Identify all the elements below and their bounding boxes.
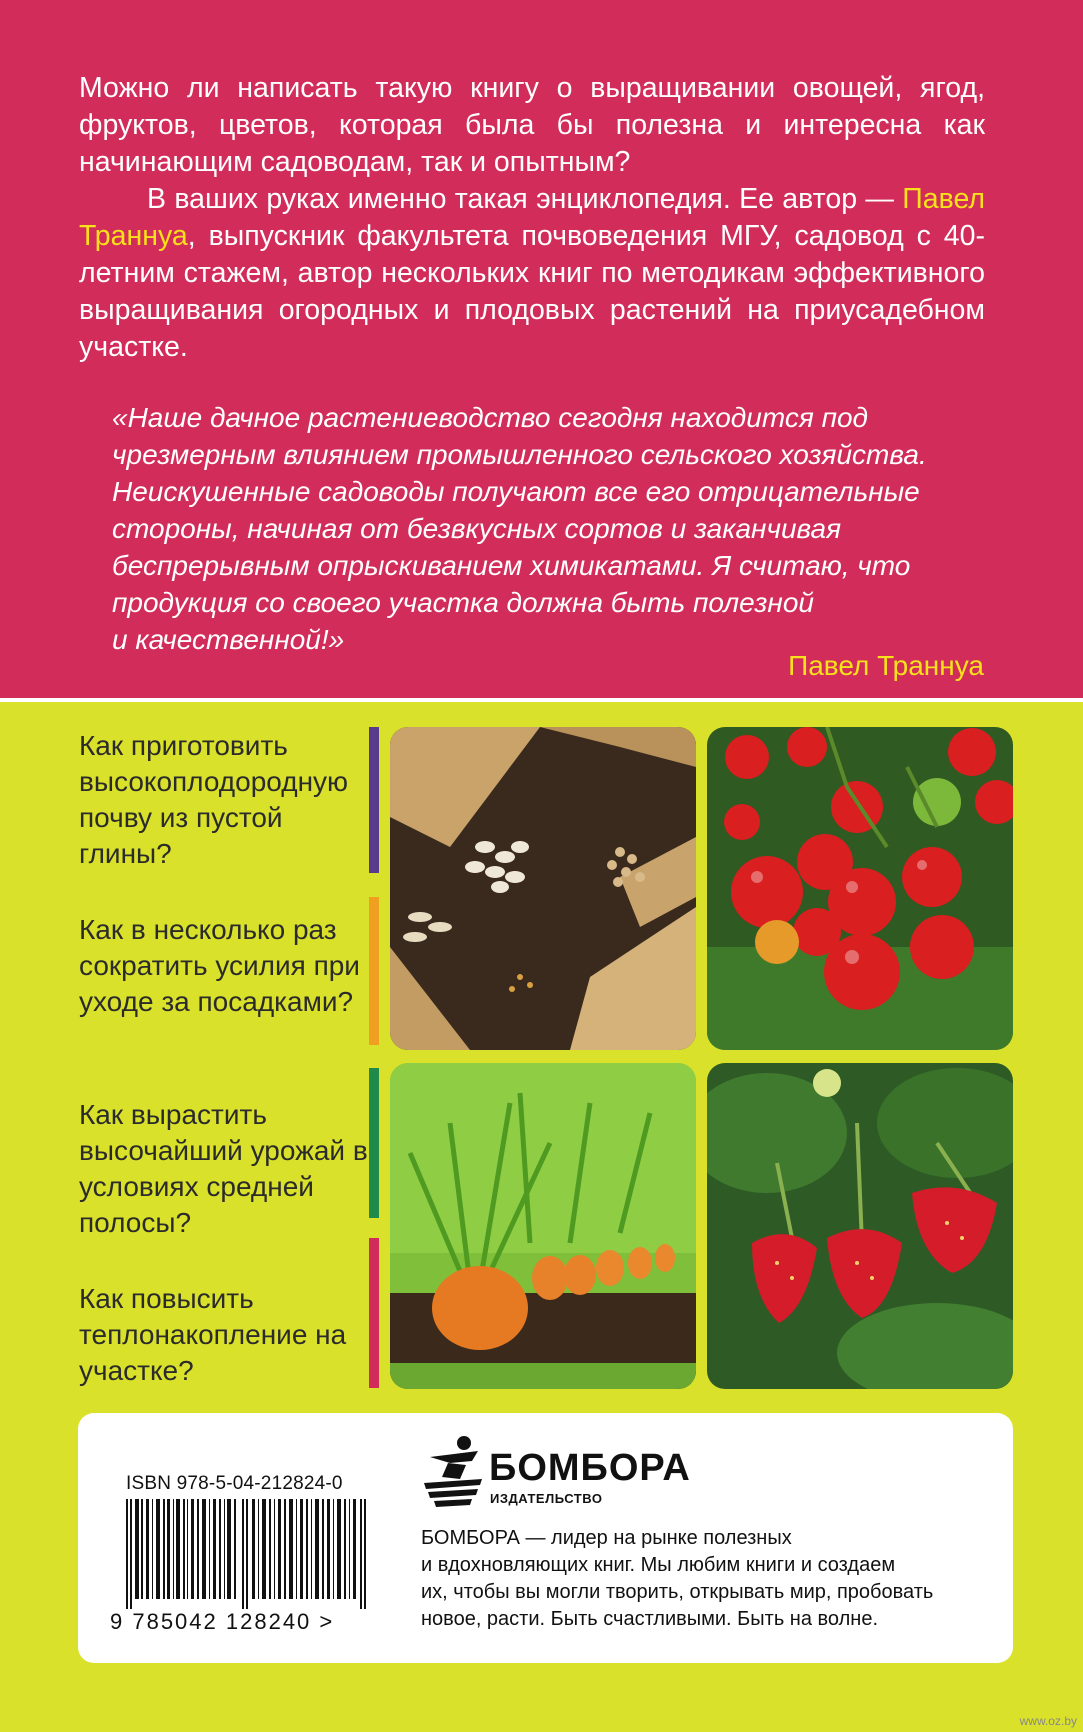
description-panel — [0, 0, 1083, 702]
question-3: Как вырастить высочайший урожай в условиях средней полосы? — [79, 1099, 368, 1238]
intro-paragraph-2: В ваших руках именно такая энциклопедия. Ее автор — Павел Траннуа, выпускник факультета почвоведения МГУ, садовод с 40-летним стажем, автор нескольких книг по методикам эффективного выращивания огородных и плодовых растений на приусадебном участке. — [79, 183, 985, 363]
quote-line: беспрерывным опрыскиванием химикатами. Я считаю, что — [112, 550, 911, 581]
quote-line: Неискушенные садоводы получают все его отрицательные — [112, 476, 920, 507]
tomatoes-photo — [707, 727, 1013, 1050]
author-name-highlight: Павел Траннуа — [79, 183, 985, 252]
accent-bar-green — [369, 1068, 379, 1218]
publisher-about — [421, 1525, 1001, 1633]
about-line: их, чтобы вы могли творить, открывать мир, пробовать — [421, 1581, 934, 1603]
accent-bar-pink — [369, 1238, 379, 1388]
about-line: новое, расти. Быть счастливыми. Быть на волне. — [421, 1608, 879, 1630]
carrots-photo — [390, 1063, 696, 1389]
publisher-name: БОМБОРА — [489, 1447, 691, 1489]
strawberries-photo — [707, 1063, 1013, 1389]
quote-line: «Наше дачное растениеводство сегодня находится под — [112, 402, 869, 433]
accent-bar-purple — [369, 727, 379, 873]
quote-author: Павел Траннуа — [788, 650, 984, 681]
intro-text — [79, 70, 985, 366]
quote-line: чрезмерным влиянием промышленного сельского хозяйства. — [112, 439, 927, 470]
quote-line: продукция со своего участка должна быть полезной — [112, 587, 814, 618]
intro-paragraph-1: Можно ли написать такую книгу о выращивании овощей, ягод, фруктов, цветов, которая была бы полезна и интересна как начинающим садоводам, так и опытным? — [79, 72, 985, 178]
question-2: Как в несколько раз сократить усилия при уходе за посадками? — [79, 914, 360, 1017]
question-1: Как приготовить высокоплодородную почву из пустой глины? — [79, 730, 349, 869]
accent-bar-orange — [369, 897, 379, 1045]
author-quote — [112, 399, 992, 658]
question-4: Как повысить теплонакопление на участке? — [79, 1283, 347, 1386]
watermark: www.oz.by — [1019, 1714, 1077, 1728]
about-line: и вдохновляющих книг. Мы любим книги и создаем — [421, 1554, 896, 1576]
seeds-soil-photo — [390, 727, 696, 1050]
publisher-info-box — [78, 1413, 1013, 1663]
bombora-logo-icon — [420, 1435, 490, 1507]
isbn-label: ISBN 978-5-04-212824-0 — [126, 1473, 343, 1494]
publisher-subtitle: ИЗДАТЕЛЬСТВО — [490, 1491, 603, 1506]
barcode-digits: 9 785042 128240 > — [110, 1609, 335, 1634]
quote-line: стороны, начиная от безвкусных сортов и заканчивая — [112, 513, 842, 544]
quote-line: и качественной!» — [112, 624, 345, 655]
about-line: БОМБОРА — лидер на рынке полезных — [421, 1527, 792, 1549]
barcode — [126, 1499, 368, 1609]
